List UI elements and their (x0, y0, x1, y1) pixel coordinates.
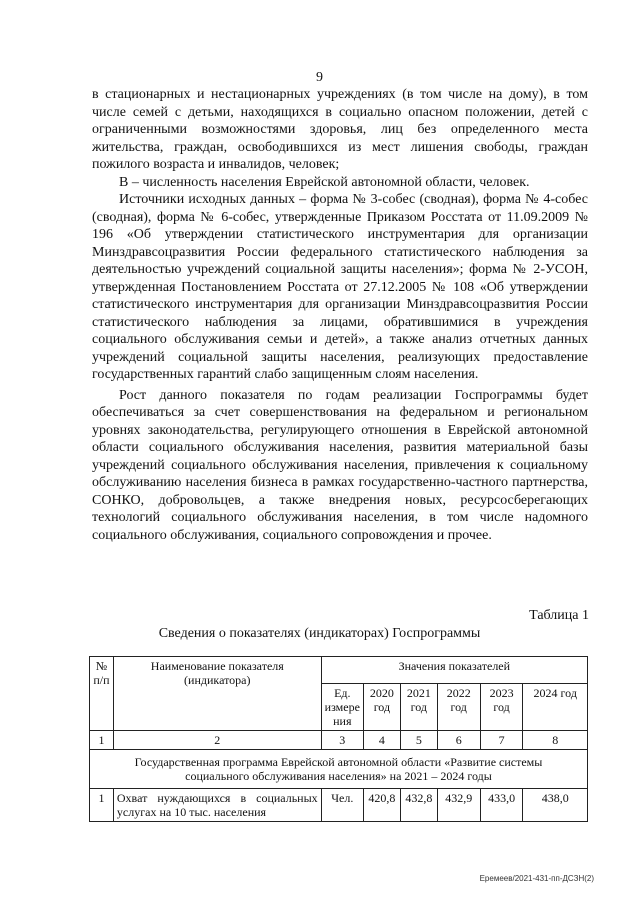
header-num: № п/п (90, 657, 114, 731)
row-num: 1 (90, 789, 114, 822)
column-number: 4 (363, 731, 400, 750)
indicator-value: 432,9 (437, 789, 480, 822)
paragraph: Рост данного показателя по годам реализации Госпрограммы будет обеспечиваться за счет совершенствования на федеральном и региональном уровнях законодательства, регулирующего отношения в Еврейской автономной области социального обслуживания населения, развития материальной базы учреждений социального обслуживания населения, привлечения к социальному обслуживанию населения бизнеса в рамках государственно-частного партнерства, СОНКО, добровольцев, а также внедрения новых, ресурсосберегающих технологий социального обслуживания населения, в том числе надомного социального обслуживания, социального сопровождения и прочее. (92, 387, 588, 543)
column-number: 7 (480, 731, 523, 750)
header-year: 2023 год (480, 684, 523, 731)
table-row (90, 789, 588, 822)
column-number: 5 (400, 731, 437, 750)
indicator-name: Охват нуждающихся в социальных услугах на 10 тыс. населения (113, 789, 321, 822)
header-year: 2021 год (400, 684, 437, 731)
column-number: 6 (437, 731, 480, 750)
indicator-value: 420,8 (363, 789, 400, 822)
paragraph: Источники исходных данных – форма № 3-собес (сводная), форма № 4-собес (сводная), форма № 6-собес, утвержденные Приказом Росстата от 11.09.2009 № 196 «Об утверждении статистического инструментария для организации Минздравсоцразвития России федерального статистического наблюдения за деятельностью учреждений социальной защиты населения»; форма № 2-УСОН, утвержденная Постановлением Росстата от 27.12.2005 № 108 «Об утверждении статистического инструментария для организации Минздравсоцразвития России статистического наблюдения за лицами, обратившимися в учреждения социального обслуживания семьи и детей», а также анализ отчетных данных учреждений социальной защиты населения, реализующих предоставление государственных гарантий слабо защищенным слоям населения. (92, 192, 588, 382)
header-unit: Ед. измере ния (321, 684, 363, 731)
program-title-row (90, 750, 588, 789)
document-id-footer: Еремеев/2021-431-пп-ДСЗН(2) (479, 874, 594, 883)
paragraph: В – численность населения Еврейской автономной области, человек. (119, 174, 530, 190)
table-header-row (90, 657, 588, 684)
table-title: Сведения о показателях (индикаторах) Госпрограммы (158, 626, 481, 641)
column-number-row (90, 731, 588, 750)
program-title: Государственная программа Еврейской автономной области «Развитие системы социального обслуживания населения» на 2021 – 2024 годы (90, 750, 588, 789)
indicators-table (89, 656, 588, 822)
table-label: Таблица 1 (529, 608, 589, 623)
indicator-value: 438,0 (523, 789, 588, 822)
indicator-value: 432,8 (400, 789, 437, 822)
header-year: 2022 год (437, 684, 480, 731)
paragraph: в стационарных и нестационарных учреждениях (в том числе на дому), в том числе семей с детьми, находящихся в социально опасном положении, детей с ограниченными возможностями здоровья, лиц без определенного места жительства, граждан, освободившихся из мест лишения свободы, граждан пожилого возраста и инвалидов, человек; (92, 87, 588, 172)
header-year: 2020 год (363, 684, 400, 731)
indicator-value: 433,0 (480, 789, 523, 822)
body-text (92, 86, 588, 544)
header-year: 2024 год (523, 684, 588, 731)
column-number: 8 (523, 731, 588, 750)
indicator-unit: Чел. (321, 789, 363, 822)
header-values: Значения показателей (321, 657, 587, 684)
page-number: 9 (316, 70, 323, 85)
column-number: 2 (113, 731, 321, 750)
column-number: 3 (321, 731, 363, 750)
column-number: 1 (90, 731, 114, 750)
header-name: Наименование показателя (индикатора) (113, 657, 321, 731)
